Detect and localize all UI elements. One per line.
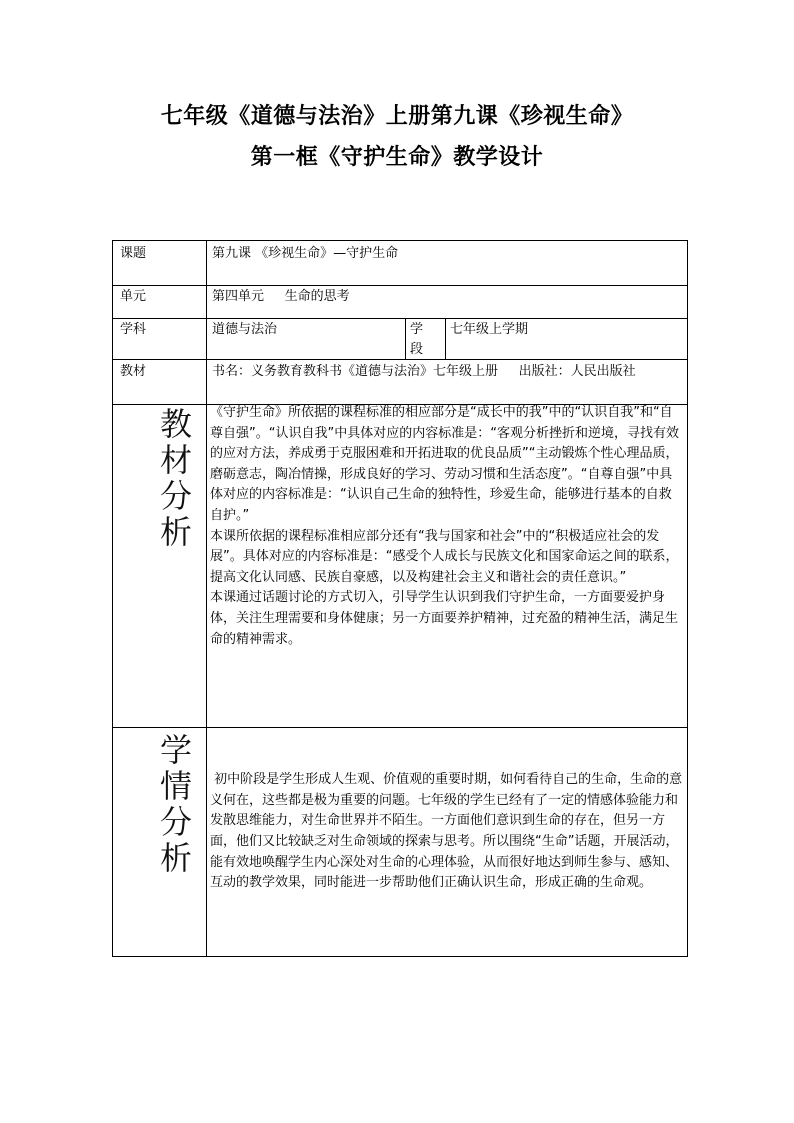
student-analysis-text: [210, 729, 684, 914]
student-paragraph: 初中阶段是学生形成人生观、价值观的重要时期，如何看待自己的生命，生命的意义何在，这些都是极为重要的问题。七年级的学生已经有了一定的情感体验能力和发散思维能力，对生命世界并不陌生。一方面他们意识到生命的存在，但另一方面，他们又比较缺乏对生命领域的探索与思考。所以围绕“生命”话题，开展活动，能有效地唤醒学生内心深处对生命的心理体验，从而很好地达到师生参与、感知、互动的教学效果，同时能进一步帮助他们正确认识生命，形成正确的生命观。: [210, 772, 683, 891]
column-divider: [206, 241, 207, 957]
row-label-textbook: 教材: [120, 364, 147, 379]
student-analysis-label: [156, 732, 196, 876]
row-label-topic: 课题: [120, 246, 147, 261]
row-divider: [113, 318, 687, 319]
row-value-subject: 道德与法治: [212, 322, 278, 337]
row-divider: [113, 285, 687, 286]
analysis-paragraph: 本课通过话题讨论的方式切入，引导学生认识到我们守护生命，一方面要爱护身体，关注生理需要和身体健康；另一方面要养护精神，过充盈的精神生活，满足生命的精神需求。: [210, 590, 679, 647]
row-value-stage: 七年级上学期: [450, 322, 529, 337]
document-title-line-2: 第一框《守护生命》教学设计: [250, 145, 544, 170]
analysis-paragraph: 本课所依据的课程标准相应部分还有“我与国家和社会”中的“积极适应社会的发展”。具体对应的内容标准是：“感受个人成长与民族文化和国家命运之间的联系，提高文化认同感、民族自豪感，以及构建社会主义和谐社会的责任意识。”: [210, 528, 679, 585]
row-label-stage-char1: 学: [410, 322, 424, 337]
row-value-topic: 第九课 《珍视生命》—守护生命: [212, 246, 399, 261]
document-title-line-1: 七年级《道德与法治》上册第九课《珍视生命》: [160, 104, 634, 129]
row-label-stage-char2: 段: [410, 342, 424, 357]
row-value-textbook: 书名：义务教育教科书《道德与法治》七年级上册 出版社：人民出版社: [212, 364, 636, 379]
row-divider: [113, 727, 687, 728]
label-char: 析: [159, 839, 192, 877]
row-value-unit: 第四单元 生命的思考: [212, 289, 350, 304]
label-char: 情: [159, 767, 192, 805]
analysis-paragraph: 《守护生命》所依据的课程标准的相应部分是“成长中的我”中的“认识自我”和“自尊自强”。“认识自我”中具体对应的内容标准是：“客观分析挫折和逆境，寻找有效的应对方法，养成勇于克服困难和开拓进取的优良品质”“主动锻炼个性心理品质，磨砺意志，陶冶情操，形成良好的学习、劳动习惯和生活态度”。“自尊自强”中具体对应的内容标准是：“认识自己生命的独特性，珍爱生命，能够进行基本的自救自护。”: [210, 405, 679, 523]
textbook-analysis-text: [210, 403, 684, 650]
label-char: 学: [159, 731, 192, 769]
column-divider: [445, 318, 446, 359]
column-divider: [405, 318, 406, 359]
row-divider: [113, 359, 687, 360]
row-label-unit: 单元: [120, 289, 147, 304]
label-char: 分: [159, 803, 192, 841]
textbook-analysis-label: [156, 406, 196, 550]
label-char: 材: [159, 441, 192, 479]
label-char: 教: [159, 405, 192, 443]
label-char: 析: [159, 513, 192, 551]
row-label-subject: 学科: [120, 322, 147, 337]
label-char: 分: [159, 477, 192, 515]
